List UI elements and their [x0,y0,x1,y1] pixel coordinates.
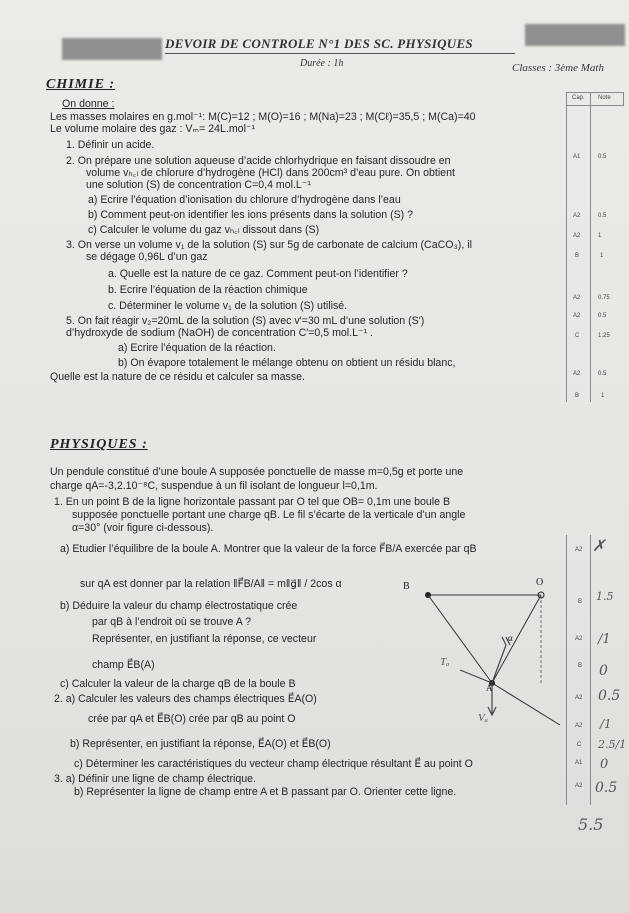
chimie-q5-last: Quelle est la nature de ce résidu et calculer sa masse. [50,371,305,383]
grade-cap-2: A2 [573,213,581,219]
grade-cap-p3: A2 [575,636,583,642]
grading-left-lower [566,535,567,805]
phys-q1b-line2: par qB à l’endroit où se trouve A ? [92,616,252,628]
handwritten-mark-1: ✗ [592,536,606,555]
grading-divider-lower [590,535,591,805]
phys-q1-line3: α=30° (voir figure ci-dessous). [72,522,214,534]
phys-q1-line1: 1. En un point B de la ligne horizontale passant par O tel que OB= 0,1m une boule B [54,496,451,508]
handwritten-mark-2: 1.5 [596,590,614,603]
molar-masses: Les masses molaires en g.mol⁻¹: M(C)=12 ; M(O)=16 ; M(Na)=23 ; M(Cℓ)=35,5 ; M(Ca)=40 [50,111,476,123]
grade-note-4: 1 [600,253,604,259]
chimie-q3-line2: se dégage 0,96L d’un gaz [86,251,208,263]
molar-volume: Le volume molaire des gaz : Vₘ= 24L.mol⁻¹ [50,123,256,135]
chimie-q3-line1: 3. On verse un volume v₁ de la solution (S) sur 5g de carbonate de calcium (CaCO₃), il [66,239,472,251]
handwritten-mark-9: 0.5 [595,780,618,796]
phys-q1-line2: supposée ponctuelle portant une charge qB. Le fil s’écarte de la verticale d’un angle [72,509,466,521]
exam-classes: Classes : 3ème Math [512,62,604,74]
on-donne: On donne : [62,98,115,110]
phys-intro-line2: charge qA=-3,2.10⁻⁸C, suspendue à un fil isolant de longueur l=0,1m. [50,480,378,492]
handwritten-tension: Tₐ [440,656,450,668]
segment-BA [428,595,492,683]
chimie-q5b: b) On évapore totalement le mélange obtenu on obtient un résidu blanc, [118,357,456,369]
grade-cap-7: C [575,333,580,339]
grade-note-9: 1 [601,393,605,399]
chimie-q2a: a) Ecrire l’équation d’ionisation du chlorure d’hydrogène dans l’eau [88,194,401,206]
exam-duration: Durée : 1h [300,58,344,69]
grade-cap-p9: A2 [575,783,583,789]
segment-A-right [492,683,560,725]
chimie-q3b: b. Ecrire l’équation de la réaction chimique [108,284,308,296]
grade-cap-1: A1 [573,154,581,160]
chimie-q5-line1: 5. On fait réagir v₂=20mL de la solution (S) avec v′=30 mL d’une solution (S′) [66,315,425,327]
grade-cap-5: A2 [573,295,581,301]
grade-note-8: 0.5 [598,371,607,377]
phys-q1c: c) Calculer la valeur de la charge qB de la boule B [60,678,296,690]
chimie-heading: CHIMIE : [46,77,116,92]
phys-q1a-line2: sur qA est donner par la relation ‖F⃗B/A‖ = m‖g⃗‖ / 2cos α [80,578,342,590]
grade-cap-4: B [575,253,580,259]
pendulum-figure [400,575,583,725]
phys-q1b-line1: b) Déduire la valeur du champ électrostatique crée [60,600,298,612]
chimie-q1: 1. Définir un acide. [66,139,155,151]
phys-q1a-line1: a) Etudier l’équilibre de la boule A. Montrer que la valeur de la force F⃗B/A exercée par qB [60,543,477,555]
exam-title: DEVOIR DE CONTROLE N°1 DES SC. PHYSIQUES [165,36,515,54]
chimie-q3a: a. Quelle est la nature de ce gaz. Comment peut-on l’identifier ? [108,268,408,280]
chimie-q2-line3: une solution (S) de concentration C=0,4 mol.L⁻¹ [86,179,311,191]
grade-cap-p7: C [577,742,582,748]
grade-cap-p5: A2 [575,695,583,701]
phys-q2b: b) Représenter, en justifiant la réponse, E⃗A(O) et E⃗B(O) [70,738,331,750]
grade-note-7: 1.25 [598,333,610,339]
phys-q2c: c) Déterminer les caractéristiques du vecteur champ électrique résultant E⃗ au point O [74,758,473,770]
phys-q2a-line2: crée par qA et E⃗B(O) crée par qB au point O [88,713,296,725]
handwritten-mark-4: 0 [599,663,608,679]
chimie-q2b: b) Comment peut-on identifier les ions présents dans la solution (S) ? [88,209,414,221]
note-header: Note [598,95,611,101]
grade-cap-3: A2 [573,233,581,239]
grading-table [566,92,623,402]
phys-q1b-line3: Représenter, en justifiant la réponse, ce vecteur [92,633,317,645]
grade-note-5: 0.75 [598,295,610,301]
grade-note-1: 0.5 [598,154,607,160]
handwritten-total: 5.5 [578,815,604,834]
thread-OA [492,595,541,683]
grade-cap-p4: B [578,663,583,669]
label-A: A [486,683,493,693]
grade-note-3: 1 [598,233,602,239]
grade-cap-p1: A2 [575,547,583,553]
handwritten-mark-3: /1 [598,632,611,647]
chimie-q2-line2: volume vₕ꜀ₗ de chlorure d’hydrogène (HCl) dans 200cm³ d’eau pure. On obtient [86,167,455,179]
handwritten-mark-7: 2.5/1 [598,738,627,751]
phys-q1b-line4: champ E⃗B(A) [92,659,155,671]
chimie-q3c: c. Déterminer le volume v₁ de la solution (S) utilisé. [108,300,348,312]
grade-cap-p2: B [578,599,583,605]
handwritten-mark-6: /1 [600,717,612,731]
grade-cap-6: A2 [573,313,581,319]
chimie-q2c: c) Calculer le volume du gaz vₕ꜀ₗ dissout dans (S) [88,224,320,236]
phys-q3a: 3. a) Définir une ligne de champ électrique. [54,773,256,785]
grade-note-2: 0.5 [598,213,607,219]
handwritten-weight: Vₐ [478,712,488,724]
grade-cap-p8: A1 [575,760,583,766]
grade-cap-8: A2 [573,371,581,377]
grade-note-6: 0.5 [598,313,607,319]
chimie-q5-line2: d’hydroxyde de sodium (NaOH) de concentration C′=0,5 mol.L⁻¹ . [66,327,373,339]
cap-header: Cap. [572,95,585,101]
label-O: O [536,577,544,588]
physique-heading: PHYSIQUES : [50,437,148,452]
label-B: B [403,581,410,592]
phys-intro-line1: Un pendule constitué d’une boule A supposée ponctuelle de masse m=0,5g et porte une [50,466,464,478]
phys-q3b: b) Représenter la ligne de champ entre A et B passant par O. Orienter cette ligne. [74,786,457,798]
redacted-block-right [525,24,625,46]
handwritten-mark-5: 0.5 [598,688,621,704]
redacted-block-left [62,38,162,60]
phys-q2a-line1: 2. a) Calculer les valeurs des champs électriques E⃗A(O) [54,693,317,705]
handwritten-mark-8: 0 [600,757,609,772]
chimie-q5a: a) Ecrire l’équation de la réaction. [118,342,276,354]
grade-cap-p6: A2 [575,723,583,729]
chimie-q2-line1: 2. On prépare une solution aqueuse d’acide chlorhydrique en faisant dissoudre en [66,155,451,167]
label-alpha: α [508,633,513,643]
grade-cap-9: B [575,393,580,399]
